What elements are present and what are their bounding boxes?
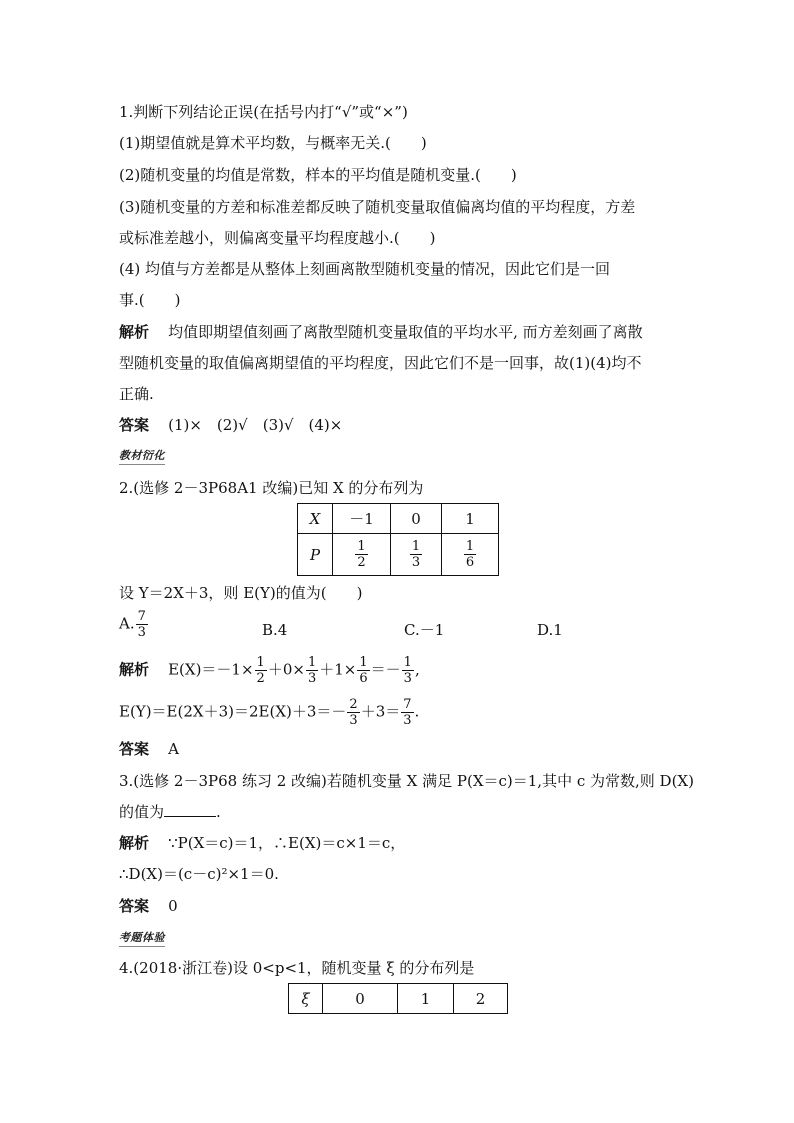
q2-option-a-prefix: A. [119, 614, 135, 633]
q1-statement-4b: 事.( ) [119, 291, 181, 309]
section-tag-exam: 考题体验 [119, 929, 165, 947]
q2-table-head-p: P [298, 534, 333, 576]
q2-analysis-line-1 [119, 655, 420, 686]
section-tag-textbook: 教材衍化 [119, 447, 165, 465]
q1-statement-4a: (4) 均值与方差都是从整体上刻画离散型随机变量的情况，因此它们是一回 [119, 260, 611, 278]
q2-f-third-den: 3 [307, 671, 317, 686]
q2-an1-d: ＝－ [370, 660, 401, 679]
q3-analysis-1 [119, 833, 405, 853]
q2-p2-den: 3 [411, 555, 421, 570]
q2-f-half-num: 1 [256, 655, 265, 670]
q2-option-b: B.4 [262, 621, 288, 639]
q1-statement-1: (1)期望值就是算术平均数，与概率无关.( ) [119, 134, 427, 152]
q3-analysis-label: 解析 [119, 834, 150, 852]
q1-answer-label: 答案 [119, 416, 150, 434]
q1-analysis-b: 型随机变量的取值偏离期望值的平均程度，因此它们不是一回事，故(1)(4)均不 [119, 354, 642, 372]
q2-table-x-1: －1 [333, 504, 391, 534]
q2-p1-den: 2 [357, 555, 366, 570]
q3-answer-blank [164, 802, 216, 817]
q4-title: 4.(2018·浙江卷)设 0<p<1，随机变量 ξ 的分布列是 [119, 959, 475, 977]
q3-line-2-b: . [216, 803, 221, 821]
q3-answer-label: 答案 [119, 897, 150, 915]
q2-table-p-2 [391, 534, 442, 576]
q2-f-res-num: 1 [403, 655, 412, 670]
q2-stem: 设 Y＝2X＋3，则 E(Y)的值为( ) [119, 584, 363, 602]
q2-answer-text: A [168, 740, 179, 758]
q2-analysis-line-2 [119, 697, 419, 728]
q1-analysis-a [119, 322, 643, 342]
q2-analysis-label: 解析 [119, 660, 150, 679]
q4-table-head-xi: ξ [289, 984, 323, 1014]
q2-an1-a: E(X)＝－1× [168, 660, 254, 679]
q1-answer [119, 415, 342, 435]
q3-answer-text: 0 [168, 897, 178, 915]
q2-f-res-den: 3 [403, 671, 412, 686]
q2-option-d: D.1 [537, 621, 563, 639]
q2-an1-b: ＋0× [267, 660, 305, 679]
q2-f-two-num: 2 [349, 697, 358, 712]
q2-table-p-1 [333, 534, 391, 576]
q2-f-sixth-num: 1 [359, 655, 368, 670]
q2-option-a-num: 7 [137, 609, 146, 624]
q4-table-v-2: 1 [398, 984, 454, 1014]
q4-distribution-table [288, 983, 508, 1014]
q3-analysis-2: ∴D(X)＝(c－c)²×1＝0. [119, 865, 279, 883]
q2-option-a [119, 609, 149, 640]
q1-answer-text: (1)× (2)√ (3)√ (4)× [168, 416, 343, 434]
q2-p3-num: 1 [465, 539, 475, 554]
q2-f-half-den: 2 [256, 671, 265, 686]
q3-analysis-text-1: ∵P(X＝c)＝1，∴E(X)＝c×1＝c， [168, 834, 406, 852]
q3-line-1: 3.(选修 2－3P68 练习 2 改编)若随机变量 X 满足 P(X＝c)＝1,其中 c 为常数,则 D(X) [119, 772, 694, 790]
q1-analysis-text-a: 均值即期望值刻画了离散型随机变量取值的平均水平, 而方差刻画了离散 [168, 323, 643, 341]
q2-f-two-den: 3 [349, 713, 358, 728]
q2-p3-den: 6 [465, 555, 475, 570]
q1-analysis-label: 解析 [119, 323, 150, 341]
q2-answer [119, 739, 179, 759]
q2-p2-num: 1 [411, 539, 421, 554]
q3-line-2-a: 的值为 [119, 803, 165, 821]
q2-f-seven-den: 3 [403, 713, 412, 728]
q2-f-third-num: 1 [307, 655, 317, 670]
q2-option-c: C.－1 [404, 621, 445, 639]
q2-f-sixth-den: 6 [359, 671, 368, 686]
q1-statement-2: (2)随机变量的均值是常数，样本的平均值是随机变量.( ) [119, 166, 517, 184]
q2-answer-label: 答案 [119, 740, 150, 758]
q2-table-p-3 [442, 534, 499, 576]
q1-title: 1.判断下列结论正误(在括号内打“√”或“×”) [119, 103, 408, 121]
q1-statement-3a: (3)随机变量的方差和标准差都反映了随机变量取值偏离均值的平均程度，方差 [119, 198, 636, 216]
q2-title: 2.(选修 2－3P68A1 改编)已知 X 的分布列为 [119, 479, 424, 497]
q1-analysis-c: 正确. [119, 385, 154, 403]
q3-line-2 [119, 802, 221, 822]
q2-table-x-3: 1 [442, 504, 499, 534]
q2-p1-num: 1 [357, 539, 366, 554]
q2-f-seven-num: 7 [403, 697, 412, 712]
q4-table-v-3: 2 [454, 984, 508, 1014]
q1-statement-3b: 或标准差越小，则偏离变量平均程度越小.( ) [119, 229, 436, 247]
q2-an2-b: ＋3＝ [360, 702, 401, 721]
q2-an1-c: ＋1× [319, 660, 357, 679]
q3-answer [119, 896, 178, 916]
q2-an1-e: , [414, 660, 420, 679]
q4-table-v-1: 0 [323, 984, 398, 1014]
q2-table-x-2: 0 [391, 504, 442, 534]
q2-option-a-den: 3 [137, 625, 146, 640]
q2-an2-c: . [414, 702, 420, 721]
q2-table-head-x: X [298, 504, 333, 534]
q2-an2-a: E(Y)＝E(2X＋3)＝2E(X)＋3＝－ [119, 702, 347, 721]
q2-distribution-table [297, 503, 499, 576]
